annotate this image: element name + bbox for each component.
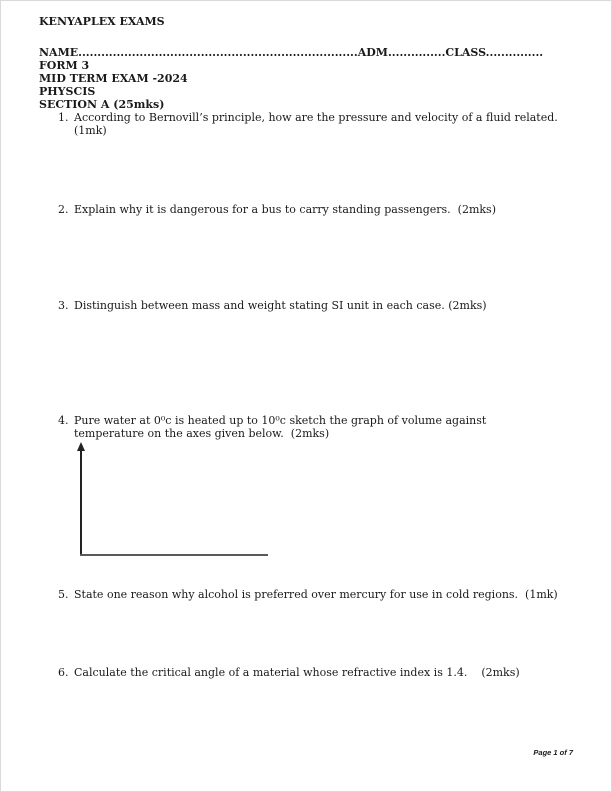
subject-label: PHYSCIS [39, 85, 96, 98]
form-label: FORM 3 [39, 59, 90, 72]
question-text: State one reason why alcohol is preferred over mercury for use in cold regions. (1mk) [74, 588, 558, 601]
question-5 [58, 588, 591, 601]
exam-board-title: KENYAPLEX EXAMS [39, 15, 165, 28]
question-2 [58, 203, 591, 216]
question-6 [58, 666, 591, 679]
question-number: 3. [58, 299, 69, 312]
question-number: 6. [58, 666, 69, 679]
question-number: 1. [58, 111, 69, 124]
page-number-label: Page 1 of 7 [533, 748, 573, 757]
question-4 [58, 414, 591, 440]
question-text: Calculate the critical angle of a material whose refractive index is 1.4. (2mks) [74, 666, 520, 679]
question-text: Explain why it is dangerous for a bus to carry standing passengers. (2mks) [74, 203, 496, 216]
question-text: Distinguish between mass and weight stating SI unit in each case. (2mks) [74, 299, 487, 312]
exam-title: MID TERM EXAM -2024 [39, 72, 188, 85]
question-text: temperature on the axes given below. (2mks) [74, 427, 330, 440]
name-adm-class-line: NAME.........................................................................ADM...............CLASS............... [39, 46, 544, 59]
question-marks-line: (1mk) [74, 124, 107, 137]
question-1 [58, 111, 591, 137]
question-3 [58, 299, 591, 312]
y-axis-arrowhead-icon [77, 442, 85, 451]
x-axis-line [80, 554, 268, 556]
question-text: According to Bernovill’s principle, how are the pressure and velocity of a fluid related. [74, 111, 558, 124]
question-number: 2. [58, 203, 69, 216]
question-number: 4. [58, 414, 69, 427]
y-axis-line [80, 450, 82, 555]
section-heading: SECTION A (25mks) [39, 98, 165, 111]
question-number: 5. [58, 588, 69, 601]
question-text: Pure water at 0⁰c is heated up to 10⁰c sketch the graph of volume against [74, 414, 487, 427]
